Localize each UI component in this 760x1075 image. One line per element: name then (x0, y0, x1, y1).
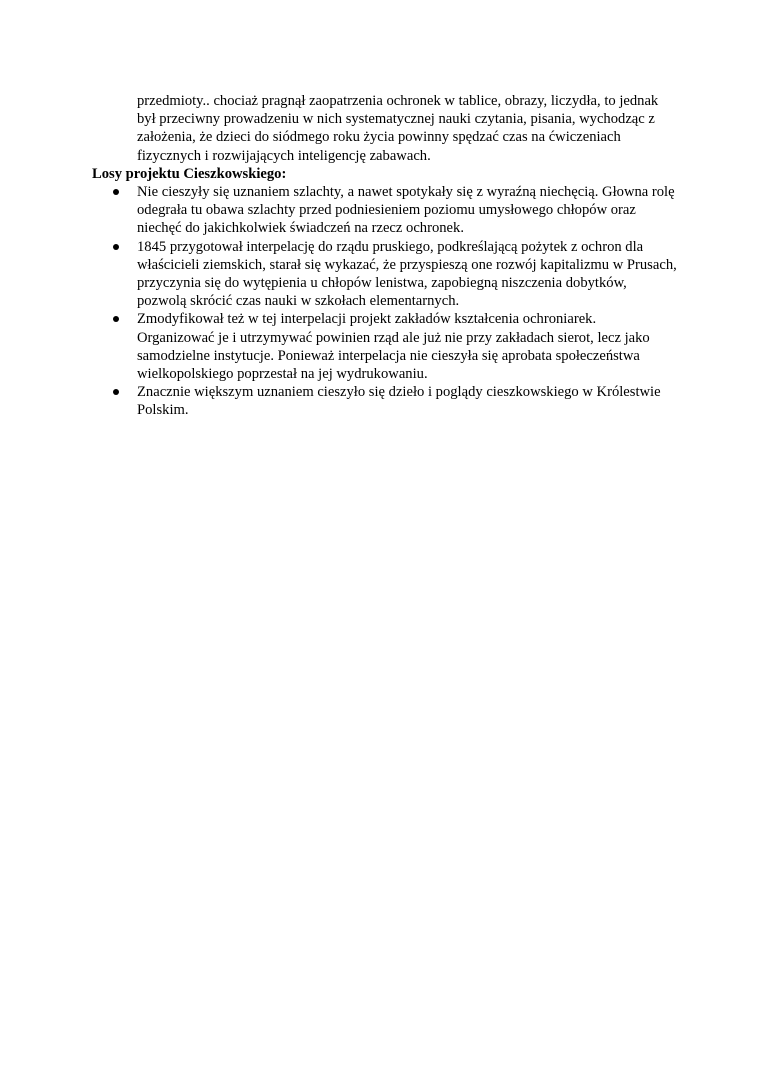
list-item (0, 238, 677, 311)
list-item-text: Nie cieszyły się uznaniem szlachty, a nawet spotykały się z wyraźną niechęcią. Głowna rolę odegrała tu obawa szlachty przed podniesieniem poziomu umysłowego chłopów oraz niechęć do jakichkolwiek świadczeń na rzecz ochronek. (137, 184, 675, 237)
bullet-icon (113, 189, 119, 195)
bullet-icon (113, 316, 119, 322)
list-item-text: Znacznie większym uznaniem cieszyło się dzieło i poglądy cieszkowskiego w Królestwie Polskim. (137, 384, 661, 419)
bullet-icon (113, 389, 119, 395)
list-item-text: 1845 przygotował interpelację do rządu pruskiego, podkreślającą pożytek z ochron dla właścicieli ziemskich, starał się wykazać, że przyspieszą one rozwój kapitalizmu w Prusach, przyczynia się do wytępienia u chłopów lenistwa, zapobiegną niszczenia dobytków, pozwolą skrócić czas nauki w szkołach elementarnych. (137, 238, 677, 310)
bullet-list (0, 183, 700, 420)
list-item-text: Zmodyfikował też w tej interpelacji projekt zakładów kształcenia ochroniarek. Organizować je i utrzymywać powinien rząd ale już nie przy zakładach sierot, lecz jako samodzielne instytucje. Ponieważ interpelacja nie cieszyła się aprobata społeczeństwa wielkopolskiego poprzestał na jej wydrukowaniu. (137, 311, 650, 383)
section-heading: Losy projektu Cieszkowskiego: (92, 166, 287, 182)
continuation-paragraph: przedmioty.. chociaż pragnął zaopatrzenia ochronek w tablice, obrazy, liczydła, to jednak był przeciwny prowadzeniu w nich systematycznej nauki czytania, pisania, wychodząc z założenia, że dzieci do siódmego roku życia powinny spędzać czas na ćwiczeniach fizycznych i rozwijających inteligencję zabawach. (137, 93, 659, 164)
bullet-icon (113, 244, 119, 250)
list-item (0, 183, 677, 238)
list-item (0, 383, 677, 419)
list-item (0, 310, 677, 383)
